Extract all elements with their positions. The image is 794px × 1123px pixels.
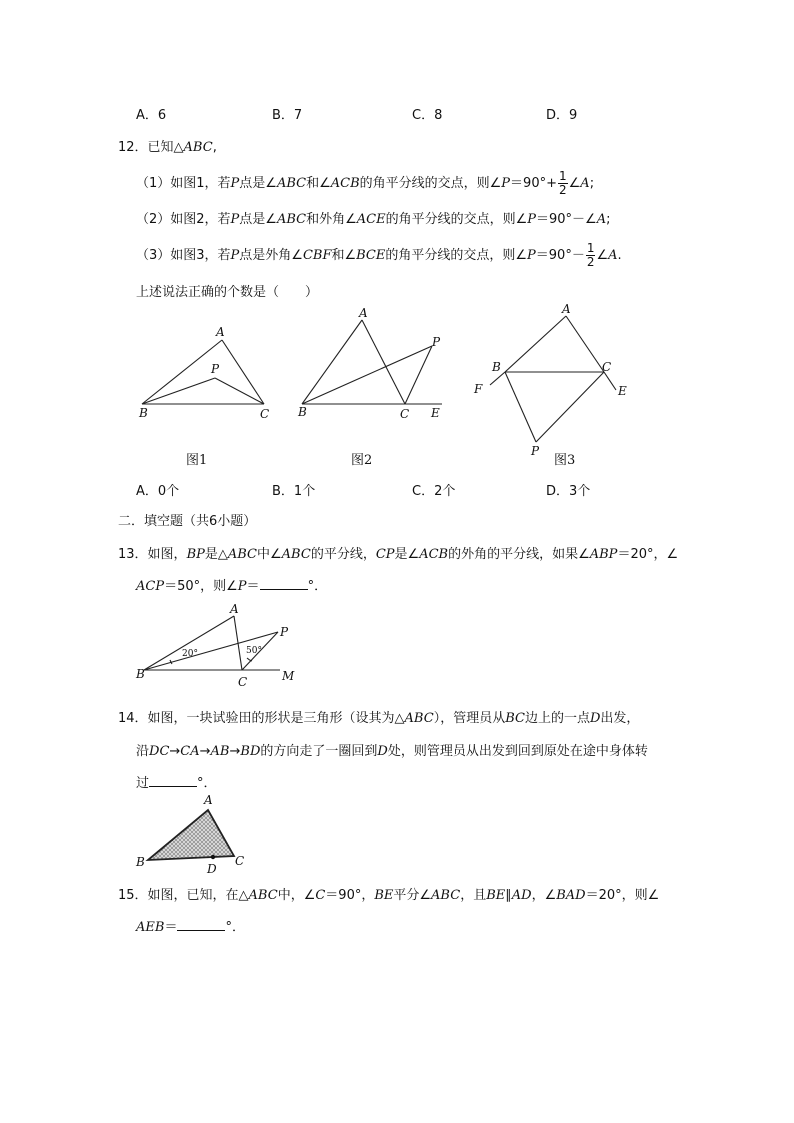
fig2-side-ac	[362, 320, 405, 404]
q12-option-c: C．2个	[412, 484, 456, 499]
label-b: B	[136, 855, 145, 869]
text: 的角平分线的交点，则∠	[385, 212, 528, 227]
var: BD	[240, 744, 261, 759]
denominator: 2	[559, 183, 567, 197]
text: ＝20°，∠	[617, 547, 679, 562]
q11-option-d: D．9	[546, 108, 578, 123]
text: 的方向走了一圈回到	[260, 744, 378, 759]
fig2-label-e: E	[431, 406, 440, 420]
fig3-side-ab	[505, 316, 566, 372]
text: 边上的一点	[524, 711, 590, 726]
arrow: →	[229, 744, 241, 759]
q12-stem	[118, 136, 217, 155]
var: P	[527, 248, 536, 263]
stem-end: ,	[212, 140, 217, 155]
denominator: 2	[586, 255, 595, 269]
text: ;	[606, 212, 611, 227]
fig1-bisector-c	[215, 378, 264, 404]
var: ACB	[419, 547, 449, 562]
text: 平分∠	[393, 888, 432, 903]
fig2-bisector-c	[405, 346, 432, 404]
var: AB	[210, 744, 230, 759]
var: A	[580, 176, 590, 191]
fig2-bisector-b	[302, 346, 432, 404]
var: ABC	[227, 547, 258, 562]
var: ACB	[330, 176, 360, 191]
q13-figure	[130, 598, 310, 692]
var: DC	[149, 744, 170, 759]
text: ＝90°	[535, 248, 572, 263]
text: 沿	[136, 744, 150, 759]
var: P	[230, 248, 240, 263]
text: ＝	[246, 579, 260, 594]
label-d: D	[207, 862, 217, 876]
fraction	[558, 170, 568, 197]
q11-option-a: A．6	[136, 108, 167, 123]
text: ），管理员从	[433, 711, 506, 726]
var: A	[608, 248, 618, 263]
sign: －	[571, 248, 585, 263]
arrow: →	[199, 744, 211, 759]
var: ABC	[404, 711, 434, 726]
var: ABC	[276, 176, 307, 191]
text: 如图，已知，在△	[147, 888, 249, 903]
fig2-label-a: A	[359, 306, 368, 320]
var: D	[377, 744, 388, 759]
label-m: M	[282, 669, 295, 683]
fig2-label-p: P	[432, 335, 441, 349]
numerator: 1	[586, 241, 595, 255]
answer-blank[interactable]	[260, 577, 308, 590]
stem-text: 已知△	[147, 140, 184, 155]
var: AD	[511, 888, 532, 903]
text: °．	[225, 920, 245, 935]
text: 的平分线，	[310, 547, 376, 562]
text: 点是∠	[239, 212, 277, 227]
fig1-label-a: A	[216, 325, 225, 339]
fig3-label-f: F	[474, 382, 483, 396]
fig1-bisector-b	[142, 378, 215, 404]
var: BE	[374, 888, 394, 903]
arrow: →	[169, 744, 181, 759]
text: （3）如图3，若	[136, 248, 231, 263]
text: 中，∠	[277, 888, 316, 903]
q11-option-c: C．8	[412, 108, 443, 123]
fig1-side-ac	[222, 340, 264, 404]
var: AEB	[136, 920, 165, 935]
text: 和外角∠	[306, 212, 357, 227]
text: 点是∠	[239, 176, 277, 191]
text: 和∠	[331, 248, 357, 263]
q14-line-3	[136, 772, 217, 791]
label-a: A	[230, 602, 239, 616]
var: CP	[375, 547, 395, 562]
text: 和∠	[306, 176, 331, 191]
var: ABC	[281, 547, 311, 562]
var: CBF	[302, 248, 332, 263]
q14-line-2	[136, 740, 648, 759]
fig1-side-ab	[142, 340, 222, 404]
text: ＝90°－∠	[535, 212, 597, 227]
q13-line-2	[136, 575, 327, 594]
var: ACP	[136, 579, 165, 594]
side-ba	[144, 616, 234, 670]
text: 是∠	[394, 547, 420, 562]
text: 的角平分线的交点，则∠	[359, 176, 502, 191]
var: BAD	[556, 888, 586, 903]
var: ABC	[431, 888, 461, 903]
fig2-label-b: B	[298, 405, 307, 419]
fig3-label-e: E	[618, 384, 627, 398]
label-c: C	[235, 854, 245, 868]
text: 如图，	[147, 547, 187, 562]
fig3-label-p: P	[531, 444, 540, 458]
section-title: 二．填空题（共6小题）	[118, 514, 257, 529]
question-number: 15．	[118, 888, 148, 903]
text: °．	[197, 776, 217, 791]
fig3-bisector-c	[536, 372, 604, 442]
text: 处，则管理员从出发到回到原处在途中身体转	[387, 744, 648, 759]
text: 是△	[204, 547, 228, 562]
text: 点是外角∠	[239, 248, 303, 263]
text: ∠	[596, 248, 609, 263]
q12-option-d: D．3个	[546, 484, 591, 499]
text: .	[617, 248, 622, 263]
q12-figures	[130, 300, 650, 475]
q15-line-1	[118, 884, 659, 903]
text: ＝	[164, 920, 178, 935]
question-number: 13．	[118, 547, 148, 562]
label-b: B	[136, 667, 145, 681]
var: D	[589, 711, 601, 726]
q13-line-1	[118, 543, 678, 562]
numerator: 1	[559, 169, 567, 183]
answer-blank[interactable]	[149, 774, 197, 787]
var: P	[230, 212, 240, 227]
var: BE	[486, 888, 506, 903]
text: ＝90°	[510, 176, 547, 191]
fig1-label-c: C	[260, 407, 270, 421]
text: 中∠	[257, 547, 282, 562]
text: 出发，	[600, 711, 640, 726]
q12-question: 上述说法正确的个数是（ ）	[136, 285, 319, 300]
fig3-extension-ce	[604, 372, 616, 390]
var: BCE	[356, 248, 386, 263]
fig1-label-p: P	[211, 362, 220, 376]
var: C	[315, 888, 326, 903]
text: ＝90°，	[325, 888, 375, 903]
question-number: 14．	[118, 711, 148, 726]
parallel-symbol: ∥	[505, 888, 512, 903]
q12-option-b: B．1个	[272, 484, 316, 499]
text: ∠	[568, 176, 581, 191]
text: ＝20°，则∠	[585, 888, 660, 903]
fig2-caption: 图2	[351, 453, 373, 468]
answer-blank[interactable]	[177, 918, 225, 931]
q14-figure	[130, 790, 260, 880]
var: ABC	[248, 888, 278, 903]
q12-statement-1	[136, 170, 594, 197]
fig3-label-c: C	[602, 360, 612, 374]
var: ABP	[589, 547, 618, 562]
text: 的角平分线的交点，则∠	[385, 248, 528, 263]
q12-statement-2	[136, 208, 610, 227]
fig3-label-a: A	[562, 302, 571, 316]
fig3-bisector-b	[505, 372, 536, 442]
text: ＝50°，则∠	[164, 579, 238, 594]
text: ，∠	[531, 888, 557, 903]
var: BP	[186, 547, 205, 562]
fraction	[586, 242, 596, 269]
var: P	[501, 176, 511, 191]
q14-line-1	[118, 707, 639, 726]
sign: +	[546, 176, 557, 191]
q11-option-b: B．7	[272, 108, 303, 123]
var: BC	[505, 711, 525, 726]
text: °．	[307, 579, 328, 594]
var: ACE	[356, 212, 386, 227]
text: 过	[136, 776, 150, 791]
q15-line-2	[136, 916, 245, 935]
label-a: A	[204, 793, 213, 807]
text: 如图，一块试验田的形状是三角形（设其为△	[147, 711, 405, 726]
fig1-label-b: B	[139, 406, 148, 420]
text: （1）如图1，若	[136, 176, 231, 191]
question-number: 12．	[118, 140, 148, 155]
fig2-side-ab	[302, 320, 362, 404]
text: ;	[589, 176, 595, 191]
text: （2）如图2，若	[136, 212, 231, 227]
var: P	[237, 579, 247, 594]
text: 的外角的平分线，如果∠	[448, 547, 590, 562]
stem-var: ABC	[183, 140, 213, 155]
fig3-side-ac	[566, 316, 604, 372]
fig3-caption: 图3	[554, 453, 576, 468]
var: A	[596, 212, 607, 227]
fig2-label-c: C	[400, 407, 410, 421]
fig3-label-b: B	[492, 360, 501, 374]
label-c: C	[238, 675, 248, 689]
angle-label-50: 50°	[246, 646, 262, 656]
label-p: P	[280, 625, 289, 639]
var: P	[527, 212, 536, 227]
triangle-field	[148, 810, 234, 860]
angle-label-20: 20°	[182, 649, 198, 659]
point-d	[211, 855, 215, 859]
var: ABC	[276, 212, 307, 227]
q12-option-a: A．0个	[136, 484, 180, 499]
var: CA	[180, 744, 200, 759]
text: ，且	[460, 888, 487, 903]
var: P	[230, 176, 240, 191]
q12-statement-3	[136, 242, 622, 269]
fig1-caption: 图1	[186, 453, 208, 468]
